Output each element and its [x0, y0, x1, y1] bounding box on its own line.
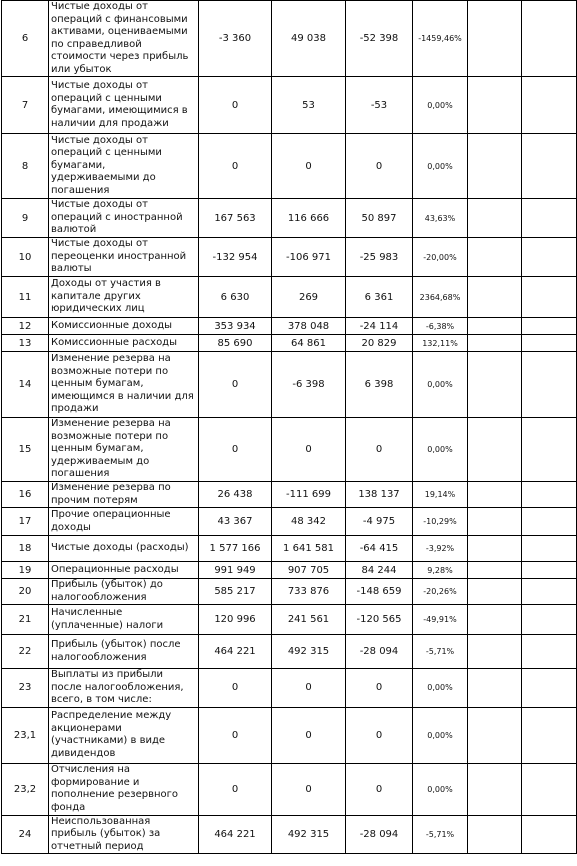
row-number: 23 — [2, 669, 49, 708]
value-change: 0 — [346, 669, 413, 708]
row-number: 24 — [2, 815, 49, 854]
row-label: Прибыль (убыток) после налогообложения — [49, 635, 199, 669]
empty-cell — [468, 238, 522, 277]
row-label: Отчисления на формирование и пополнение резервного фонда — [49, 763, 199, 815]
empty-cell — [522, 635, 577, 669]
value-change: 0 — [346, 418, 413, 482]
table-row — [2, 579, 577, 605]
value-percent: 0,00% — [413, 669, 468, 708]
value-current: -132 954 — [199, 238, 272, 277]
row-label: Неиспользованная прибыль (убыток) за отчетный период — [49, 815, 199, 854]
value-change: -52 398 — [346, 1, 413, 77]
row-number: 23,2 — [2, 763, 49, 815]
empty-cell — [468, 635, 522, 669]
table-row — [2, 536, 577, 562]
value-previous: 0 — [272, 763, 346, 815]
empty-cell — [522, 562, 577, 579]
empty-cell — [468, 352, 522, 418]
empty-cell — [522, 318, 577, 335]
row-label: Изменение резерва по прочим потерям — [49, 482, 199, 508]
value-percent: -5,71% — [413, 815, 468, 854]
empty-cell — [522, 508, 577, 536]
empty-cell — [468, 815, 522, 854]
empty-cell — [468, 562, 522, 579]
table-row — [2, 238, 577, 277]
empty-cell — [468, 318, 522, 335]
empty-cell — [522, 352, 577, 418]
table-row — [2, 277, 577, 318]
value-current: 43 367 — [199, 508, 272, 536]
value-previous: 0 — [272, 669, 346, 708]
row-number: 23,1 — [2, 707, 49, 763]
value-current: 0 — [199, 669, 272, 708]
row-number: 12 — [2, 318, 49, 335]
value-change: 50 897 — [346, 199, 413, 238]
value-current: 991 949 — [199, 562, 272, 579]
row-number: 14 — [2, 352, 49, 418]
empty-cell — [522, 579, 577, 605]
value-previous: 0 — [272, 134, 346, 199]
row-number: 19 — [2, 562, 49, 579]
value-previous: 48 342 — [272, 508, 346, 536]
value-current: 0 — [199, 352, 272, 418]
empty-cell — [468, 1, 522, 77]
empty-cell — [522, 199, 577, 238]
empty-cell — [522, 418, 577, 482]
row-label: Операционные расходы — [49, 562, 199, 579]
table-row — [2, 352, 577, 418]
empty-cell — [522, 605, 577, 635]
value-change: 0 — [346, 134, 413, 199]
value-current: -3 360 — [199, 1, 272, 77]
table-row — [2, 605, 577, 635]
empty-cell — [522, 1, 577, 77]
value-change: 6 361 — [346, 277, 413, 318]
row-label: Чистые доходы от операций с иностранной валютой — [49, 199, 199, 238]
value-percent: 0,00% — [413, 134, 468, 199]
row-number: 11 — [2, 277, 49, 318]
row-label: Доходы от участия в капитале других юридических лиц — [49, 277, 199, 318]
row-number: 13 — [2, 335, 49, 352]
value-previous: 907 705 — [272, 562, 346, 579]
row-number: 7 — [2, 77, 49, 134]
value-previous: 64 861 — [272, 335, 346, 352]
value-previous: -106 971 — [272, 238, 346, 277]
empty-cell — [468, 579, 522, 605]
value-percent: 132,11% — [413, 335, 468, 352]
value-percent: -20,00% — [413, 238, 468, 277]
row-label: Чистые доходы от переоценки иностранной валюты — [49, 238, 199, 277]
row-label: Изменение резерва на возможные потери по ценным бумагам, имеющимся в наличии для продажи — [49, 352, 199, 418]
value-percent: -5,71% — [413, 635, 468, 669]
row-number: 6 — [2, 1, 49, 77]
row-label: Выплаты из прибыли после налогообложения, всего, в том числе: — [49, 669, 199, 708]
row-number: 8 — [2, 134, 49, 199]
value-percent: -3,92% — [413, 536, 468, 562]
empty-cell — [522, 277, 577, 318]
table-row — [2, 482, 577, 508]
empty-cell — [522, 536, 577, 562]
value-current: 464 221 — [199, 635, 272, 669]
value-current: 0 — [199, 77, 272, 134]
value-percent: -49,91% — [413, 605, 468, 635]
row-label: Чистые доходы (расходы) — [49, 536, 199, 562]
value-change: -4 975 — [346, 508, 413, 536]
row-number: 15 — [2, 418, 49, 482]
empty-cell — [468, 605, 522, 635]
table-row — [2, 199, 577, 238]
value-percent: -20,26% — [413, 579, 468, 605]
empty-cell — [468, 707, 522, 763]
row-label: Прочие операционные доходы — [49, 508, 199, 536]
empty-cell — [522, 815, 577, 854]
empty-cell — [468, 763, 522, 815]
value-current: 0 — [199, 134, 272, 199]
value-percent: 2364,68% — [413, 277, 468, 318]
value-percent: 9,28% — [413, 562, 468, 579]
value-previous: 492 315 — [272, 815, 346, 854]
value-percent: 0,00% — [413, 763, 468, 815]
value-current: 0 — [199, 418, 272, 482]
row-label: Прибыль (убыток) до налогообложения — [49, 579, 199, 605]
value-change: 84 244 — [346, 562, 413, 579]
table-row — [2, 669, 577, 708]
value-percent: 19,14% — [413, 482, 468, 508]
row-number: 18 — [2, 536, 49, 562]
empty-cell — [468, 482, 522, 508]
table-row — [2, 508, 577, 536]
value-previous: 53 — [272, 77, 346, 134]
empty-cell — [522, 482, 577, 508]
value-change: -120 565 — [346, 605, 413, 635]
value-previous: 0 — [272, 418, 346, 482]
table-row — [2, 134, 577, 199]
value-current: 0 — [199, 707, 272, 763]
value-current: 0 — [199, 763, 272, 815]
table-row — [2, 418, 577, 482]
value-change: -148 659 — [346, 579, 413, 605]
table-row — [2, 335, 577, 352]
value-percent: 43,63% — [413, 199, 468, 238]
value-previous: 492 315 — [272, 635, 346, 669]
value-current: 167 563 — [199, 199, 272, 238]
row-label: Чистые доходы от операций с ценными бумагами, имеющимися в наличии для продажи — [49, 77, 199, 134]
value-change: -64 415 — [346, 536, 413, 562]
value-previous: 733 876 — [272, 579, 346, 605]
value-percent: 0,00% — [413, 77, 468, 134]
row-number: 17 — [2, 508, 49, 536]
value-change: -25 983 — [346, 238, 413, 277]
row-label: Изменение резерва на возможные потери по ценным бумагам, удерживаемым до погашения — [49, 418, 199, 482]
value-previous: 1 641 581 — [272, 536, 346, 562]
value-change: 6 398 — [346, 352, 413, 418]
value-previous: 116 666 — [272, 199, 346, 238]
empty-cell — [522, 763, 577, 815]
financial-results-table — [1, 0, 577, 854]
value-current: 353 934 — [199, 318, 272, 335]
empty-cell — [468, 277, 522, 318]
value-previous: 49 038 — [272, 1, 346, 77]
value-change: 0 — [346, 763, 413, 815]
value-percent: -1459,46% — [413, 1, 468, 77]
row-label: Комиссионные доходы — [49, 318, 199, 335]
value-previous: -6 398 — [272, 352, 346, 418]
value-previous: 378 048 — [272, 318, 346, 335]
value-previous: 0 — [272, 707, 346, 763]
row-label: Распределение между акционерами (участниками) в виде дивидендов — [49, 707, 199, 763]
table-row — [2, 1, 577, 77]
empty-cell — [468, 199, 522, 238]
row-number: 22 — [2, 635, 49, 669]
empty-cell — [522, 134, 577, 199]
value-percent: -10,29% — [413, 508, 468, 536]
row-number: 16 — [2, 482, 49, 508]
empty-cell — [468, 335, 522, 352]
table-row — [2, 815, 577, 854]
row-number: 9 — [2, 199, 49, 238]
empty-cell — [468, 508, 522, 536]
row-label: Чистые доходы от операций с ценными бумагами, удерживаемыми до погашения — [49, 134, 199, 199]
table-body — [2, 1, 577, 854]
empty-cell — [522, 77, 577, 134]
empty-cell — [468, 134, 522, 199]
value-current: 85 690 — [199, 335, 272, 352]
value-previous: -111 699 — [272, 482, 346, 508]
row-label: Начисленные (уплаченные) налоги — [49, 605, 199, 635]
row-number: 20 — [2, 579, 49, 605]
value-change: -53 — [346, 77, 413, 134]
empty-cell — [468, 77, 522, 134]
empty-cell — [468, 536, 522, 562]
empty-cell — [522, 335, 577, 352]
value-current: 1 577 166 — [199, 536, 272, 562]
value-current: 6 630 — [199, 277, 272, 318]
value-current: 26 438 — [199, 482, 272, 508]
empty-cell — [522, 707, 577, 763]
table-row — [2, 562, 577, 579]
value-previous: 269 — [272, 277, 346, 318]
value-percent: 0,00% — [413, 707, 468, 763]
empty-cell — [522, 238, 577, 277]
empty-cell — [468, 418, 522, 482]
table-row — [2, 77, 577, 134]
value-previous: 241 561 — [272, 605, 346, 635]
row-number: 21 — [2, 605, 49, 635]
value-current: 120 996 — [199, 605, 272, 635]
value-percent: 0,00% — [413, 352, 468, 418]
value-change: -28 094 — [346, 635, 413, 669]
value-change: 0 — [346, 707, 413, 763]
table-row — [2, 635, 577, 669]
empty-cell — [468, 669, 522, 708]
row-label: Чистые доходы от операций с финансовыми активами, оцениваемыми по справедливой стоимости через прибыль или убыток — [49, 1, 199, 77]
empty-cell — [522, 669, 577, 708]
table-row — [2, 707, 577, 763]
value-current: 585 217 — [199, 579, 272, 605]
value-percent: -6,38% — [413, 318, 468, 335]
value-change: -24 114 — [346, 318, 413, 335]
row-label: Комиссионные расходы — [49, 335, 199, 352]
value-change: 138 137 — [346, 482, 413, 508]
value-percent: 0,00% — [413, 418, 468, 482]
table-row — [2, 318, 577, 335]
value-current: 464 221 — [199, 815, 272, 854]
row-number: 10 — [2, 238, 49, 277]
table-row — [2, 763, 577, 815]
value-change: -28 094 — [346, 815, 413, 854]
value-change: 20 829 — [346, 335, 413, 352]
